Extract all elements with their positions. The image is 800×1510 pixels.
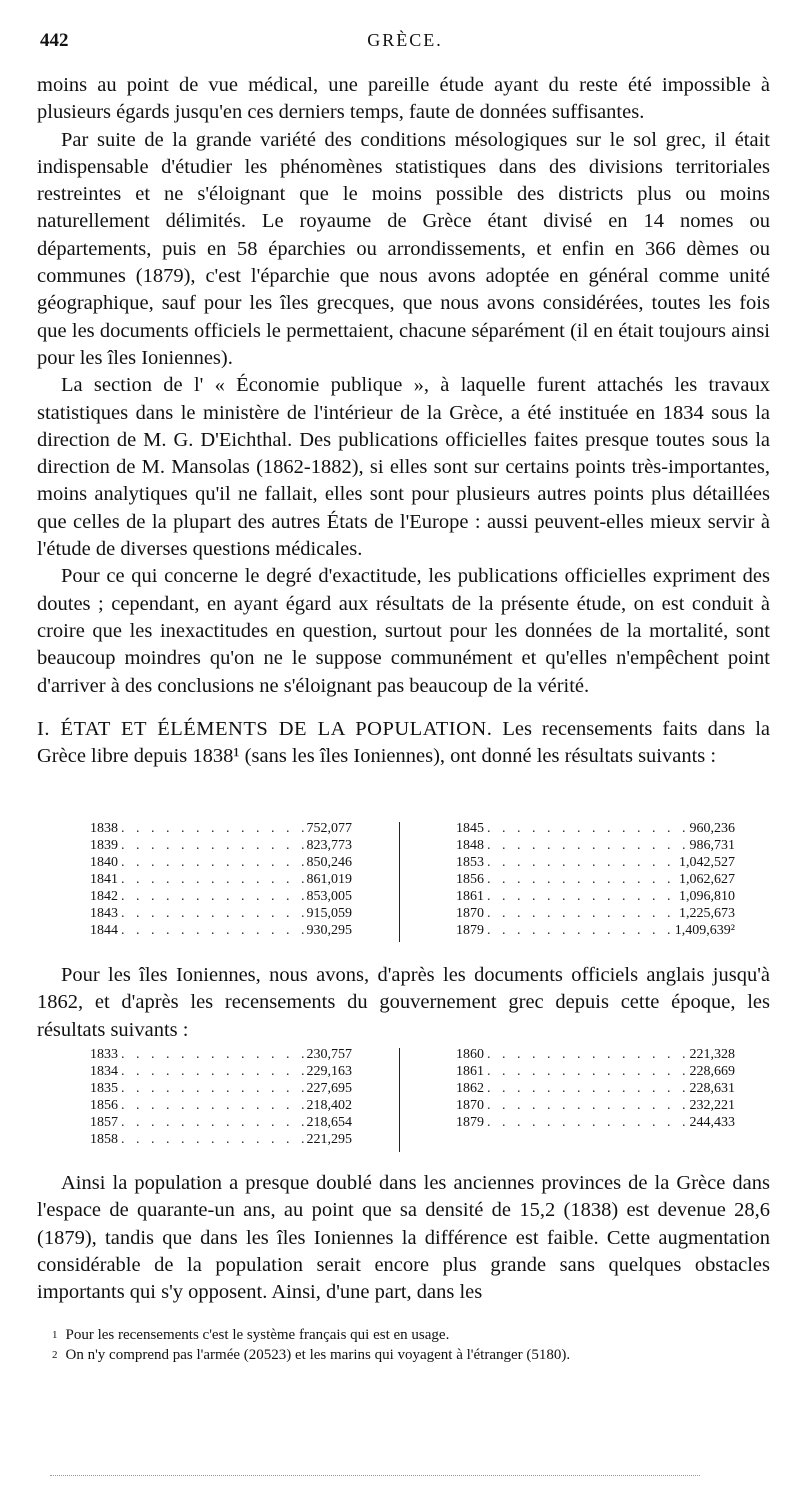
footnote-text: Pour les recensements c'est le système français qui est en usage. xyxy=(65,1327,450,1343)
paragraph-1: moins au point de vue médical, une pareille étude ayant du reste été impossible à plusieurs égards jusqu'en ces derniers temps, faute de données suffisantes. xyxy=(37,74,770,124)
year-cell: 1870 xyxy=(456,906,484,921)
leader-dots xyxy=(487,1080,687,1097)
leader-dots xyxy=(487,1046,687,1063)
population-cell: 1,225,673 xyxy=(679,906,735,921)
paragraph-6: Pour les îles Ioniennes, nous avons, d'après les documents officiels anglais jusqu'à 1862, et d'après les recensements du gouvernement grec depuis cette époque, les résultats suivants : xyxy=(37,964,770,1041)
paragraph-7: Ainsi la population a presque doublé dans les anciennes provinces de la Grèce dans l'espace de quarante-un ans, au point que sa densité de 15,2 (1838) est devenue 28,6 (1879), tandis que dans les îles Ioniennes la différence est faible. Cette augmentation considérable de la population serait encore plus grande sans quelques obstacles importants qui s'y opposent. Ainsi, d'une part, dans les xyxy=(37,1172,770,1304)
paragraph-2: Par suite de la grande variété des conditions mésologiques sur le sol grec, il était indispensable d'étudier les phénomènes statistiques dans des divisions territoriales restreintes et ne s'éloignant que le moins possible des districts plus ou moins naturellement délimités. Le royaume de Grèce étant divisé en 14 nomes ou départements, puis en 58 éparchies ou arrondissements, et enfin en 366 dèmes ou communes (1879), c'est l'éparchie que nous avons adoptée en général comme unité géographique, sauf pour les îles grecques, que nous avons considérées, toutes les fois que les documents officiels le permettaient, chacune séparément (il en était toujours ainsi pour les îles Ioniennes). xyxy=(37,128,770,369)
table-row xyxy=(456,837,735,854)
bottom-rule xyxy=(50,1475,700,1476)
table-row xyxy=(456,1114,735,1131)
table-row xyxy=(456,922,735,939)
leader-dots xyxy=(487,1114,687,1131)
population-cell: 861,019 xyxy=(306,872,352,887)
leader-dots xyxy=(121,1131,304,1148)
population-cell: 915,059 xyxy=(306,906,352,921)
year-cell: 1839 xyxy=(90,838,118,853)
population-cell: 232,221 xyxy=(689,1098,735,1113)
paragraph-5: Les recensements faits dans la Grèce libre depuis 1838¹ (sans les îles Ioniennes), ont donné les résultats suivants : xyxy=(37,717,771,768)
table-row xyxy=(90,1080,352,1097)
year-cell: 1879 xyxy=(456,1115,484,1130)
table-row xyxy=(456,854,735,871)
leader-dots xyxy=(121,820,304,837)
table-column-right xyxy=(456,1046,735,1131)
table-row xyxy=(90,1131,352,1148)
leader-dots xyxy=(121,1097,304,1114)
column-divider xyxy=(399,1048,400,1152)
year-cell: 1870 xyxy=(456,1098,484,1113)
body-text-2 xyxy=(37,962,770,1044)
table-row xyxy=(456,1097,735,1114)
year-cell: 1838 xyxy=(90,821,118,836)
population-cell: 230,757 xyxy=(306,1047,352,1062)
leader-dots xyxy=(487,837,687,854)
body-text-3 xyxy=(37,1170,770,1306)
leader-dots xyxy=(121,1080,304,1097)
table-column-left xyxy=(90,1046,352,1148)
footnote-1 xyxy=(52,1325,772,1345)
year-cell: 1857 xyxy=(90,1115,118,1130)
leader-dots xyxy=(121,871,304,888)
running-title: GRÈCE. xyxy=(367,30,443,50)
population-cell: 221,295 xyxy=(306,1132,352,1147)
leader-dots xyxy=(487,1063,687,1080)
population-cell: 228,669 xyxy=(689,1064,735,1079)
table-row xyxy=(90,854,352,871)
population-cell: 960,236 xyxy=(689,821,735,836)
paragraph-3: La section de l' « Économie publique », à laquelle furent attachés les travaux statistiques dans le ministère de l'intérieur de la Grèce, a été instituée en 1834 sous la direction de M. G. D'Eichthal. Des publications officielles faites presque toutes sous la direction de M. Mansolas (1862-1882), si elles sont sur certains points très-importantes, moins analytiques qu'il ne fallait, elles sont pour plusieurs autres points plus détaillées que celles de la plupart des autres États de l'Europe : aussi peuvent-elles mieux servir à l'étude de diverses questions médicales. xyxy=(37,374,770,561)
year-cell: 1845 xyxy=(456,821,484,836)
page-number: 442 xyxy=(40,30,69,51)
leader-dots xyxy=(487,854,676,871)
population-cell: 218,402 xyxy=(306,1098,352,1113)
table-row xyxy=(90,1097,352,1114)
year-cell: 1858 xyxy=(90,1132,118,1147)
year-cell: 1862 xyxy=(456,1081,484,1096)
year-cell: 1840 xyxy=(90,855,118,870)
leader-dots xyxy=(121,888,304,905)
population-cell: 850,246 xyxy=(306,855,352,870)
leader-dots xyxy=(487,820,687,837)
leader-dots xyxy=(487,922,672,939)
year-cell: 1860 xyxy=(456,1047,484,1062)
population-cell: 218,654 xyxy=(306,1115,352,1130)
population-cell: 823,773 xyxy=(306,838,352,853)
table-row xyxy=(90,905,352,922)
population-cell: 986,731 xyxy=(689,838,735,853)
leader-dots xyxy=(121,837,304,854)
population-cell: 1,042,527 xyxy=(679,855,735,870)
year-cell: 1841 xyxy=(90,872,118,887)
section-title: I. ÉTAT ET ÉLÉMENTS DE LA POPULATION. xyxy=(37,717,493,740)
leader-dots xyxy=(487,871,676,888)
leader-dots xyxy=(121,922,304,939)
census-table-greece xyxy=(90,820,735,940)
table-row xyxy=(90,837,352,854)
year-cell: 1834 xyxy=(90,1064,118,1079)
leader-dots xyxy=(121,905,304,922)
year-cell: 1856 xyxy=(456,872,484,887)
column-divider xyxy=(399,822,400,942)
population-cell: 853,005 xyxy=(306,889,352,904)
table-row xyxy=(90,1046,352,1063)
population-cell: 227,695 xyxy=(306,1081,352,1096)
table-row xyxy=(90,1114,352,1131)
table-row xyxy=(90,871,352,888)
leader-dots xyxy=(487,1097,687,1114)
population-cell: 1,062,627 xyxy=(679,872,735,887)
year-cell: 1861 xyxy=(456,1064,484,1079)
paragraph-4: Pour ce qui concerne le degré d'exactitude, les publications officielles expriment des doutes ; cependant, en ayant égard aux résultats de la présente étude, on est conduit à croire que les inexactitudes en question, surtout pour les données de la mortalité, sont beaucoup moindres qu'on ne le suppose communément et qu'elles n'empêchent point d'arriver à des conclusions ne s'éloignant pas beaucoup de la vérité. xyxy=(37,565,770,697)
population-cell: 1,409,639² xyxy=(674,923,735,938)
footnote-2 xyxy=(52,1345,772,1365)
leader-dots xyxy=(487,888,676,905)
year-cell: 1843 xyxy=(90,906,118,921)
footnote-text: On n'y comprend pas l'armée (20523) et les marins qui voyagent à l'étranger (5180). xyxy=(65,1347,571,1363)
leader-dots xyxy=(121,1063,304,1080)
footnote-mark: 2 xyxy=(52,1349,58,1361)
table-row xyxy=(456,1046,735,1063)
population-cell: 221,328 xyxy=(689,1047,735,1062)
year-cell: 1835 xyxy=(90,1081,118,1096)
year-cell: 1879 xyxy=(456,923,484,938)
year-cell: 1833 xyxy=(90,1047,118,1062)
year-cell: 1844 xyxy=(90,923,118,938)
leader-dots xyxy=(121,1046,304,1063)
year-cell: 1861 xyxy=(456,889,484,904)
table-row xyxy=(456,1080,735,1097)
table-column-left xyxy=(90,820,352,939)
leader-dots xyxy=(121,1114,304,1131)
section-paragraph xyxy=(37,716,770,771)
year-cell: 1848 xyxy=(456,838,484,853)
table-column-right xyxy=(456,820,735,939)
body-text xyxy=(37,72,770,770)
population-cell: 1,096,810 xyxy=(679,889,735,904)
table-row xyxy=(456,1063,735,1080)
table-row xyxy=(456,888,735,905)
leader-dots xyxy=(487,905,676,922)
population-cell: 752,077 xyxy=(306,821,352,836)
population-cell: 229,163 xyxy=(306,1064,352,1079)
year-cell: 1842 xyxy=(90,889,118,904)
table-row xyxy=(456,871,735,888)
table-row xyxy=(90,820,352,837)
footnote-mark: 1 xyxy=(52,1329,58,1341)
population-cell: 228,631 xyxy=(689,1081,735,1096)
population-cell: 244,433 xyxy=(689,1115,735,1130)
footnotes xyxy=(52,1325,772,1365)
table-row xyxy=(456,905,735,922)
page-header xyxy=(40,30,770,54)
table-row xyxy=(90,1063,352,1080)
leader-dots xyxy=(121,854,304,871)
table-row xyxy=(456,820,735,837)
census-table-ionian xyxy=(90,1046,735,1150)
year-cell: 1853 xyxy=(456,855,484,870)
table-row xyxy=(90,888,352,905)
population-cell: 930,295 xyxy=(306,923,352,938)
year-cell: 1856 xyxy=(90,1098,118,1113)
table-row xyxy=(90,922,352,939)
